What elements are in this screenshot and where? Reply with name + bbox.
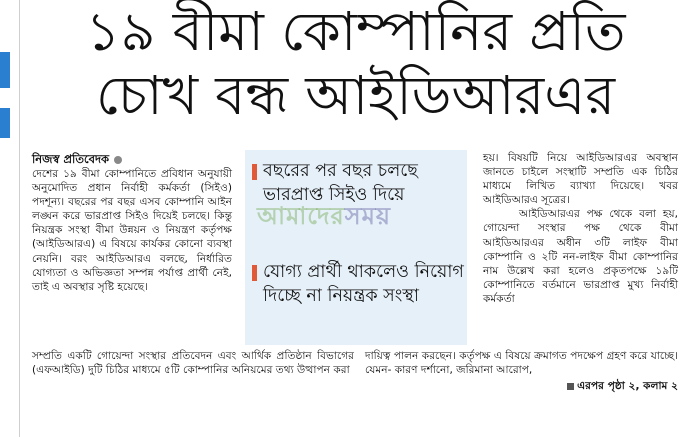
pull-quote-2-text: যোগ্য প্রার্থী থাকলেও নিয়োগ দিচ্ছে না নিয়ন্ত্রক সংস্থা	[263, 262, 464, 306]
watermark-logo: আমাদেরসময়	[257, 202, 392, 230]
byline-text: নিজস্ব প্রতিবেদক	[32, 152, 110, 166]
article-paragraph: দায়িত্ব পালন করছেন। কর্তৃপক্ষ এ বিষয়ে ক্রমাগত পদক্ষেপ গ্রহণ করে যাচ্ছে। যেমন- কারণ দর্শানো, জরিমানা আরোপ,	[365, 350, 678, 377]
edge-blue-block	[0, 108, 10, 138]
pull-quote-box	[245, 150, 467, 345]
pull-quote-2	[263, 260, 467, 308]
edge-blue-block	[0, 52, 10, 88]
article-paragraph: আইডিআরএর পক্ষ থেকে বলা হয়, গোয়েন্দা সংস্থার পক্ষ থেকে বীমা আইডিআরএর অধীন ৩টি লাইফ বীমা কোম্পানি ও ২টি নন-লাইফ বীমা কোম্পানির নাম উল্লেখ করা হলেও প্রকৃতপক্ষে ১৯টি কোম্পানিতে বর্তমানে ভারপ্রাপ্ত মুখ্য নির্বাহী কর্মকর্তা	[483, 208, 678, 305]
square-bullet-icon	[567, 383, 574, 390]
article-left-column	[32, 167, 232, 294]
continuation-note: এরপর পৃষ্ঠা ২, কলাম ২	[365, 379, 678, 393]
left-page-edge	[0, 0, 14, 437]
headline-line-1: ১৯ বীমা কোম্পানির প্রতি	[85, 0, 626, 63]
headline	[22, 0, 689, 140]
article-paragraph: সম্প্রতি একটি গোয়েন্দা সংস্থার প্রতিবেদন এবং আর্থিক প্রতিষ্ঠান বিভাগের (এফআইডি) দুটি চিঠির মাধ্যমে ৫টি কোম্পানির অনিয়মের তথ্য উত্থাপন করা	[32, 350, 354, 377]
quote-bar-icon	[252, 164, 257, 180]
article-paragraph: দেশের ১৯ বীমা কোম্পানিতে প্রবিধান অনুযায়ী অনুমোদিত প্রধান নির্বাহী কর্মকর্তা (সিইও) পদশূন্য। বছরের পর বছর এসব কোম্পানি আইন লঙ্ঘন করে ভারপ্রাপ্ত সিইও দিয়েই চলছে। কিন্তু নিয়ন্ত্রক সংস্থা বীমা উন্নয়ন ও নিয়ন্ত্রণ কর্তৃপক্ষ (আইডিআরএ) এ বিষয়ে কার্যকর কোনো ব্যবস্থা নেয়নি। বরং আইডিআরএ বলছে, নির্ধারিত যোগ্যতা ও অভিজ্ঞতা সম্পন্ন পর্যাপ্ত প্রার্থী নেই, তাই এ অবস্থার সৃষ্টি হয়েছে।	[32, 168, 232, 293]
bullet-dot-icon	[114, 156, 122, 164]
quote-bar-icon	[252, 265, 257, 281]
article-bottom-right	[365, 349, 678, 393]
article-paragraph: হয়। বিষয়টি নিয়ে আইডিআরএর অবস্থান জানতে চাইলে সংস্থাটি সম্প্রতি এক চিঠির মাধ্যমে লিখিত ব্যাখ্যা দিয়েছে। খবর আইডিআরএ সূত্রের।	[483, 152, 678, 207]
column-divider	[19, 0, 20, 437]
pull-quote-1-text: বছরের পর বছর চলছে ভারপ্রাপ্ত সিইও দিয়ে	[263, 161, 418, 205]
headline-line-2: চোখ বন্ধ আইডিআরএর	[95, 64, 616, 127]
article-bottom-left	[32, 349, 354, 377]
article-right-column	[483, 151, 678, 306]
